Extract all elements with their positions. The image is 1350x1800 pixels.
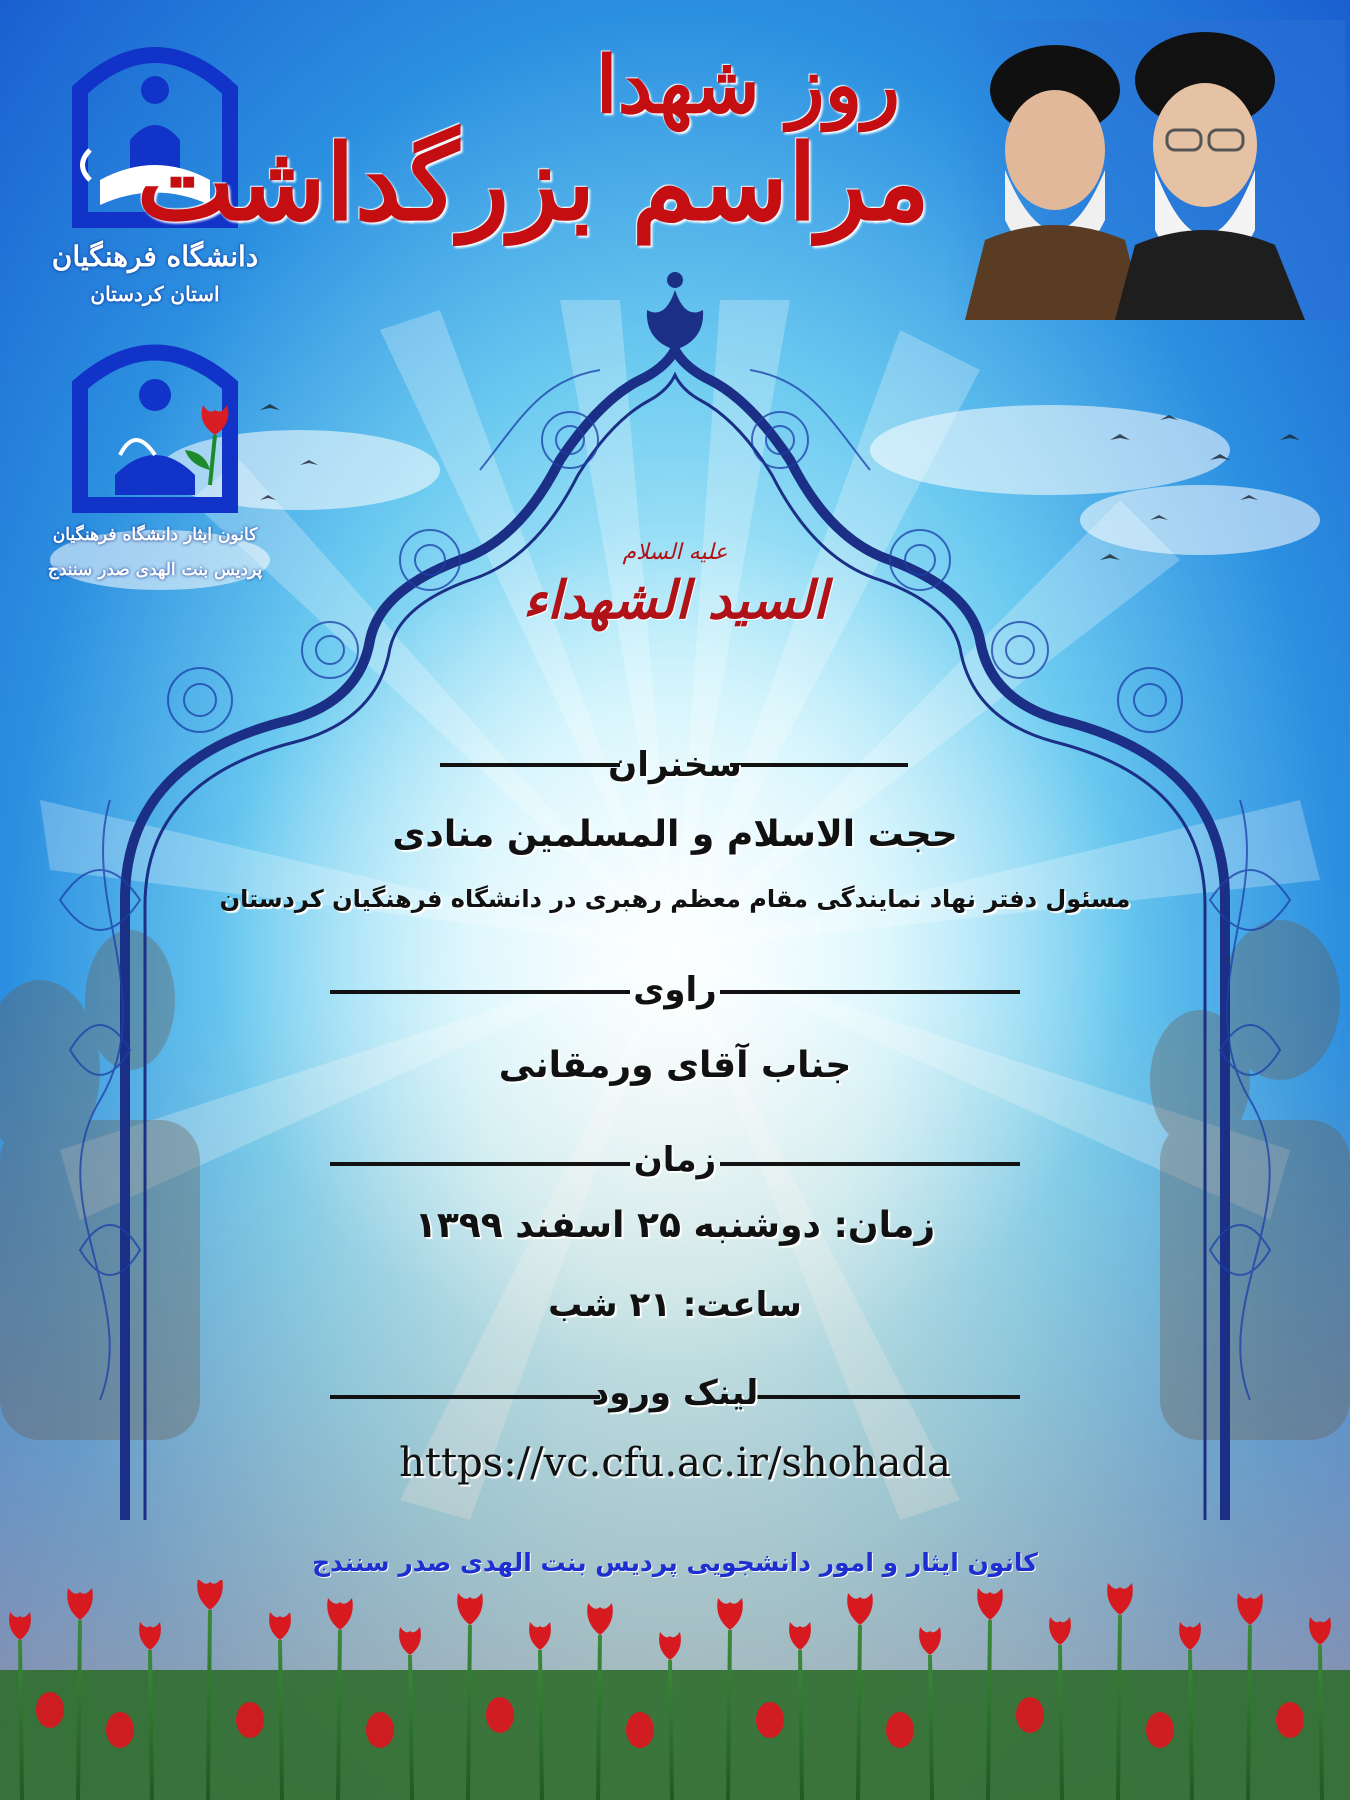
link-heading: لینک ورود: [591, 1373, 759, 1413]
emblem-calligraphy-small: علیه السلام: [622, 540, 728, 565]
emblem-calligraphy: السید الشهداء: [522, 570, 828, 631]
speaker-role: مسئول دفتر نهاد نمایندگی مقام معظم رهبری در دانشگاه فرهنگیان کردستان: [219, 885, 1131, 913]
event-hour: ساعت: ۲۱ شب: [548, 1285, 802, 1325]
university-province: استان کردستان: [90, 282, 220, 306]
isaar-center-name: کانون ایثار دانشگاه فرهنگیان: [52, 525, 258, 545]
event-date: زمان: دوشنبه ۲۵ اسفند ۱۳۹۹: [414, 1205, 936, 1246]
narrator-name: جناب آقای ورمقانی: [498, 1045, 852, 1086]
title-line-1: روز شهدا: [595, 40, 900, 131]
organizer-footer: کانون ایثار و امور دانشجویی پردیس بنت الهدی صدر سنندج: [312, 1548, 1038, 1577]
speakers-heading: سخنران: [608, 745, 742, 785]
narrator-heading: راوی: [633, 970, 717, 1010]
entry-link[interactable]: https://vc.cfu.ac.ir/shohada: [399, 1440, 951, 1486]
university-name: دانشگاه فرهنگیان: [51, 240, 259, 273]
isaar-center-campus: پردیس بنت الهدی صدر سنندج: [47, 560, 263, 580]
speaker-name: حجت الاسلام و المسلمین منادی: [392, 814, 958, 855]
tulip-field: [0, 1580, 1350, 1800]
tulip-icon: [9, 1580, 1331, 1660]
arch-finial-icon: [647, 272, 703, 350]
time-heading: زمان: [633, 1140, 717, 1180]
title-line-2: مراسم بزرگداشت: [136, 121, 930, 244]
